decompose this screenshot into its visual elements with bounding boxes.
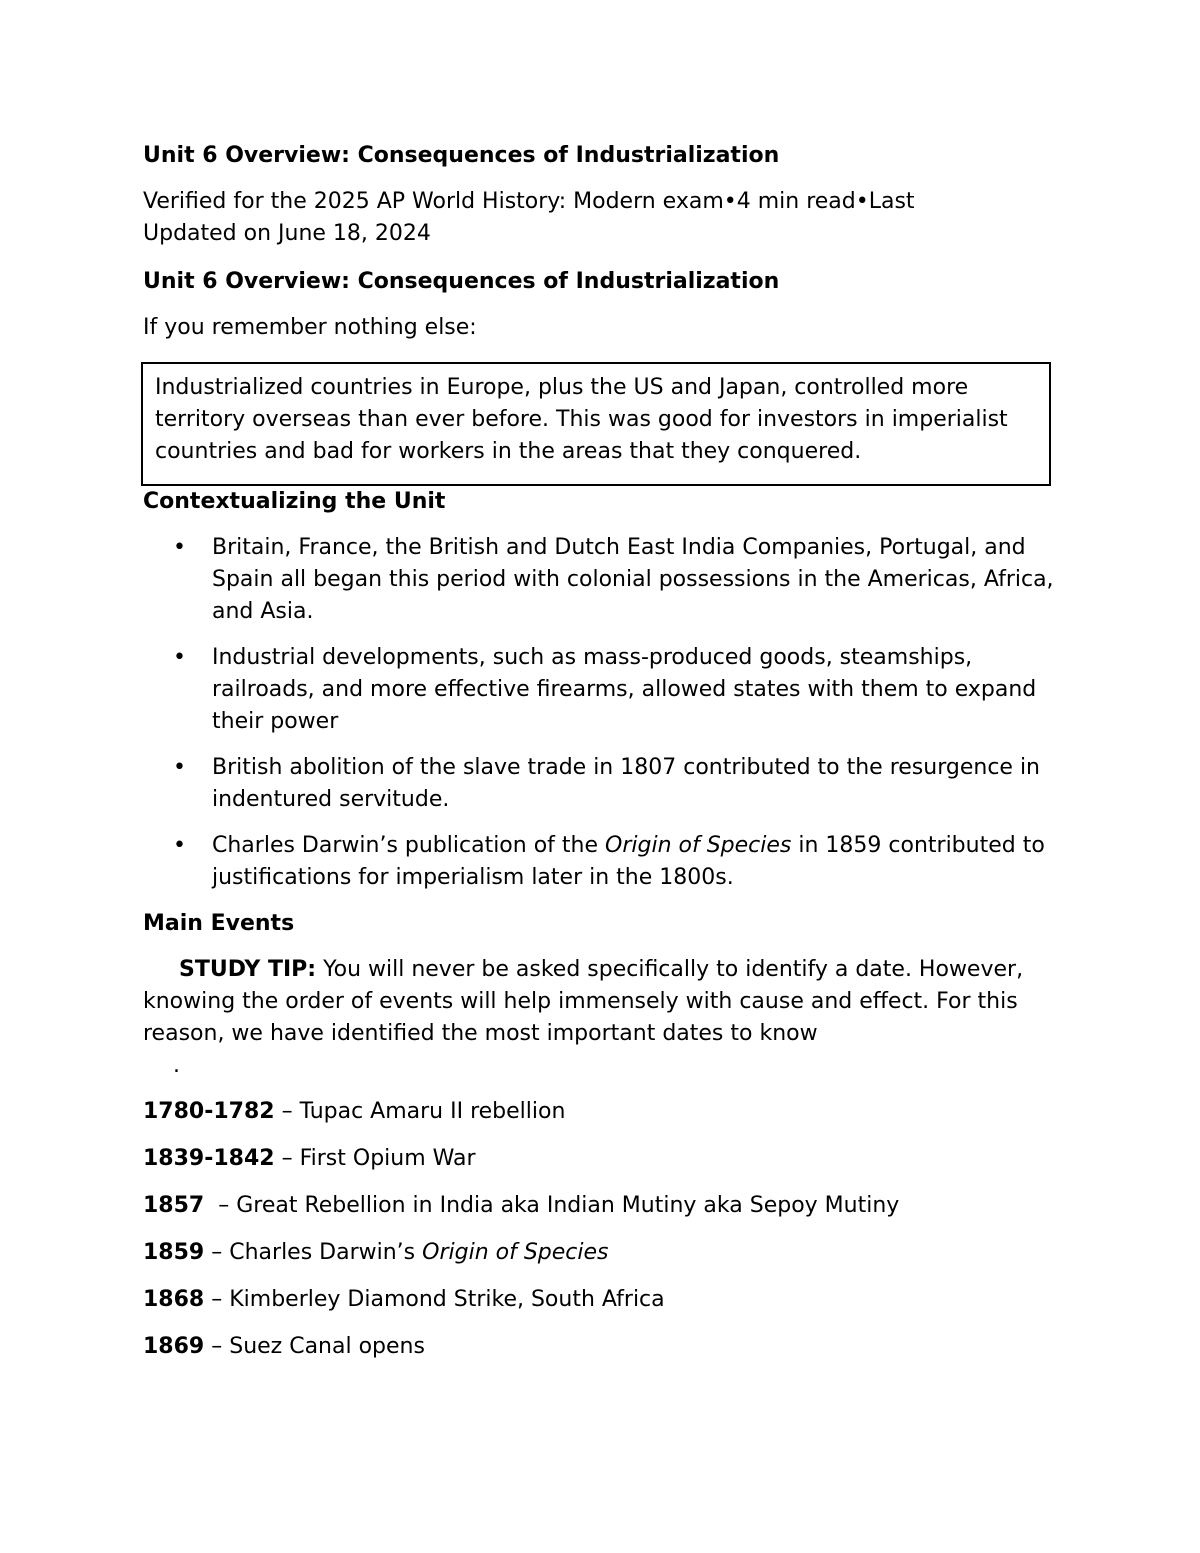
timeline-event [143, 1096, 1063, 1128]
book-title: Origin of Species [605, 833, 792, 858]
list-item-text: Britain, France, the British and Dutch East India Companies, Portugal, and Spain all began this period with colonial possessions in the Americas, Africa, and Asia. [212, 535, 1054, 624]
list-item [143, 642, 1063, 738]
event-separator: – [204, 1193, 237, 1218]
event-year: 1868 [143, 1287, 205, 1312]
summary-text: Industrialized countries in Europe, plus the US and Japan, controlled more territory overseas than ever before. This was good for investors in imperialist countries and bad for workers in the areas that they conquered. [155, 375, 1008, 464]
meta-line-1: Verified for the 2025 AP World History: Modern exam•4 min read•Last [143, 189, 915, 214]
context-list [143, 532, 1063, 894]
meta-line-2: Updated on June 18, 2024 [143, 221, 431, 246]
context-heading: Contextualizing the Unit [143, 489, 446, 514]
study-tip-label: STUDY TIP: [179, 957, 317, 982]
page-title: Unit 6 Overview: Consequences of Industrialization [143, 143, 780, 168]
event-text: Tupac Amaru II rebellion [299, 1099, 566, 1124]
list-item-text: British abolition of the slave trade in 1807 contributed to the resurgence in indentured servitude. [212, 755, 1040, 812]
timeline-event [143, 1143, 1063, 1175]
event-year: 1857 [143, 1193, 205, 1218]
timeline-event [143, 1190, 1063, 1222]
document-page [143, 140, 1063, 1378]
study-tip [143, 954, 1063, 1050]
event-separator: – [274, 1099, 300, 1124]
intro-text: If you remember nothing else: [143, 315, 477, 340]
section-subtitle: Unit 6 Overview: Consequences of Industrialization [143, 269, 780, 294]
meta-info [143, 186, 1063, 250]
event-separator: – [274, 1146, 300, 1171]
book-title: Origin of Species [422, 1240, 609, 1265]
bullet-icon: • [173, 833, 186, 858]
list-item-text: Industrial developments, such as mass-produced goods, steamships, railroads, and more effective firearms, allowed states with them to expand their power [212, 645, 1037, 734]
event-separator: – [204, 1287, 230, 1312]
timeline-event [143, 1284, 1063, 1316]
study-tip-trailing: . [173, 1053, 180, 1078]
event-year: 1869 [143, 1334, 205, 1359]
timeline-event [143, 1237, 1063, 1269]
study-tip-text: You will never be asked specifically to identify a date. However, knowing the order of events will help immensely with cause and effect. For this reason, we have identified the most important dates to know [143, 957, 1024, 1046]
list-item [143, 752, 1063, 816]
bullet-icon: • [173, 645, 186, 670]
main-events-heading: Main Events [143, 911, 295, 936]
event-year: 1780-1782 [143, 1099, 275, 1124]
timeline-event [143, 1331, 1063, 1363]
darwin-text-before: Charles Darwin’s publication of the [212, 833, 606, 858]
event-text: Charles Darwin’s [229, 1240, 423, 1265]
event-year: 1839-1842 [143, 1146, 275, 1171]
event-text: First Opium War [299, 1146, 476, 1171]
event-text: Kimberley Diamond Strike, South Africa [229, 1287, 665, 1312]
darwin-text-after: in 1859 contributed to justifications for imperialism later in the 1800s. [212, 833, 1045, 890]
event-year: 1859 [143, 1240, 205, 1265]
event-text: Great Rebellion in India aka Indian Mutiny aka Sepoy Mutiny [236, 1193, 900, 1218]
list-item [143, 830, 1063, 894]
bullet-icon: • [173, 535, 186, 560]
summary-box [141, 362, 1051, 486]
list-item [143, 532, 1063, 628]
event-text: Suez Canal opens [229, 1334, 425, 1359]
bullet-icon: • [173, 755, 186, 780]
event-separator: – [204, 1334, 230, 1359]
event-separator: – [204, 1240, 230, 1265]
